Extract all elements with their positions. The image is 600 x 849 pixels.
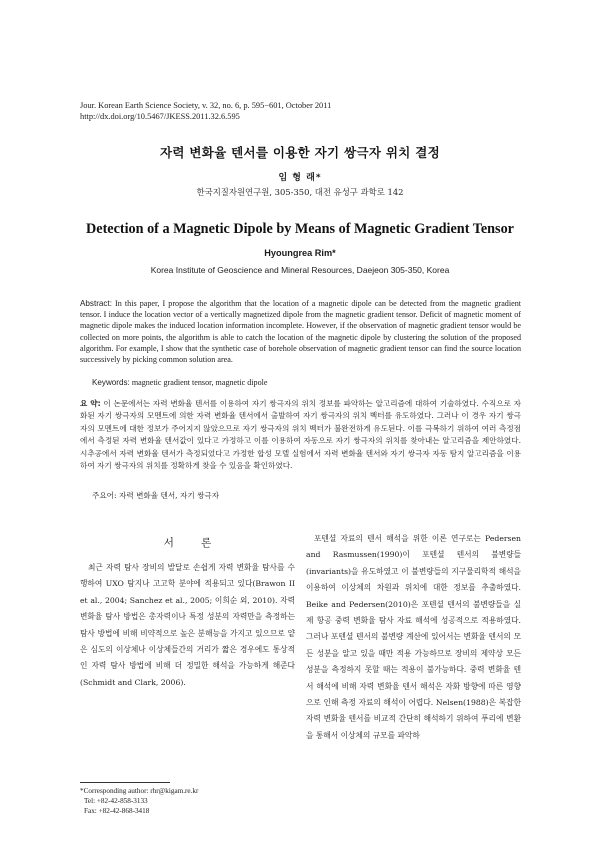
keywords-korean-text: 자력 변화율 텐서, 자기 쌍극자 [116, 491, 220, 500]
title-english: Detection of a Magnetic Dipole by Means of Magnetic Gradient Tensor [86, 221, 514, 237]
journal-citation: Jour. Korean Earth Science Society, v. 32, no. 6, p. 595−601, October 2011 [80, 101, 332, 110]
abstract-text: In this paper, I propose the algorithm that the location of a magnetic dipole can be detected from the magnetic gradient tensor. I induce the location vector of a vertically magnetized dipole from the magnetic gradient tensor. Deficit of magnetic moment of magnetic dipole makes the induced location information incomplete. However, if the observation of magnetic gradient tensor would be collected on more points, the algorithm is able to catch the location of the magnetic dipole by clustering the solution of the proposed algorithm. For example, I show that the synthetic case of borehole observation of magnetic gradient tensor can find the source location successively by picking common solution area. [80, 299, 521, 365]
section-heading-introduction: 서 론 [163, 537, 224, 549]
corresponding-author: *Corresponding author: rhr@kigam.re.kr [80, 787, 199, 795]
author-english: Hyoungrea Rim* [264, 248, 336, 258]
abstract-label: Abstract: [80, 299, 112, 308]
keywords-korean [92, 490, 219, 501]
keywords-text: magnetic gradient tensor, magnetic dipole [129, 378, 268, 387]
korean-summary-text: 이 논문에서는 자력 변화율 텐서를 이용하여 자기 쌍극자의 위치 정보를 파악하는 알고리즘에 대하여 기술하였다. 수직으로 자화된 자기 쌍극자의 모멘트에 의한 자력 변화율 텐서에서 출발하여 자기 쌍극자의 위치 벡터를 유도하였다. 그러나 이 경우 자기 쌍극자의 모멘트에 대한 정보가 주어지지 않았으므로 자기 쌍극자의 위치 벡터가 불완전하게 유도된다. 이를 극복하기 위하여 여러 측정점에서 측정된 자력 변화율 텐서값이 있다고 가정하고 이를 이용하여 자동으로 자기 쌍극자의 위치를 찾아내는 알고리즘을 제안하였다. 시추공에서 자력 변화율 텐서가 측정되었다고 가정한 합성 모델 실험에서 자력 변화율 텐서와 자기 쌍극자 자동 탐지 알고리즘을 이용하여 자기 쌍극자의 위치를 정확하게 찾을 수 있음을 확인하였다. [80, 399, 521, 471]
keywords [92, 378, 267, 387]
title-korean: 자력 변화율 텐서를 이용한 자기 쌍극자 위치 결정 [159, 145, 441, 160]
journal-header [80, 100, 331, 122]
keywords-label: Keywords: [92, 378, 130, 387]
body-column-right: 포텐셜 자료의 텐서 해석을 위한 이론 연구로는 Pedersen and Rasmussen(1990)이 포텐셜 텐서의 불변량들(invariants)을 유도하였고 이 불변량들의 지구물리학적 해석을 이용하여 이상체의 차원과 위치에 대한 정보를 추출하였다. Beike and Pedersen(2010)은 포텐셜 텐서의 불변량들을 실제 항공 중력 변화율 탐사 자료 해석에 성공적으로 적용하였다. 그러나 포텐셜 텐서의 불변량 계산에 있어서는 변화율 텐서의 모든 성분을 알고 있을 때만 적용 가능하므로 장비의 제약상 모든 성분을 측정하지 못할 때는 적용이 불가능하다. 중력 변화율 텐서 해석에 비해 자력 변화율 텐서 해석은 자화 방향에 따른 영향으로 인해 측정 자료의 해석이 어렵다. Nelsen(1988)은 복잡한 자력 변화율 텐서를 비교적 간단히 해석하기 위하여 푸리에 변환을 통해서 이상체의 규모를 파악하 [306, 534, 521, 740]
footnote-divider [80, 782, 170, 783]
footnote-tel: Tel: +82-42-858-3133 [84, 797, 148, 806]
korean-summary [80, 398, 521, 472]
footnote [80, 786, 198, 817]
affiliation-english: Korea Institute of Geoscience and Mineral Resources, Daejeon 305-350, Korea [150, 265, 450, 275]
korean-summary-label: 요 약: [80, 399, 101, 408]
author-korean: 임 형 래* [278, 173, 322, 183]
keywords-korean-label: 주요어: [92, 491, 117, 500]
abstract [80, 298, 521, 365]
doi-link[interactable]: http://dx.doi.org/10.5467/JKESS.2011.32.6.595 [80, 112, 240, 121]
footnote-fax: Fax: +82-42-868-3418 [84, 807, 150, 816]
body-column-left: 최근 자력 탐사 장비의 발달로 손쉽게 자력 변화율 탐사를 수행하여 UXO 탐지나 고고학 분야에 적용되고 있다(Brawon II et al., 2004; Sanchez et al., 2005; 이희순 외, 2010). 자력 변화율 탐사 방법은 총자력이나 특정 성분의 자력만을 측정하는 탐사 방법에 비해 비약적으로 높은 분해능을 가지고 있으므로 얕은 심도의 이상체나 이상체들간의 거리가 짧은 경우에도 통상적인 자력 탐사 방법에 비해 더 정밀한 해석을 가능하게 해준다(Schmidt and Clark, 2006). [80, 563, 295, 687]
affiliation-korean: 한국지질자원연구원, 305-350, 대전 유성구 과학로 142 [196, 187, 404, 197]
